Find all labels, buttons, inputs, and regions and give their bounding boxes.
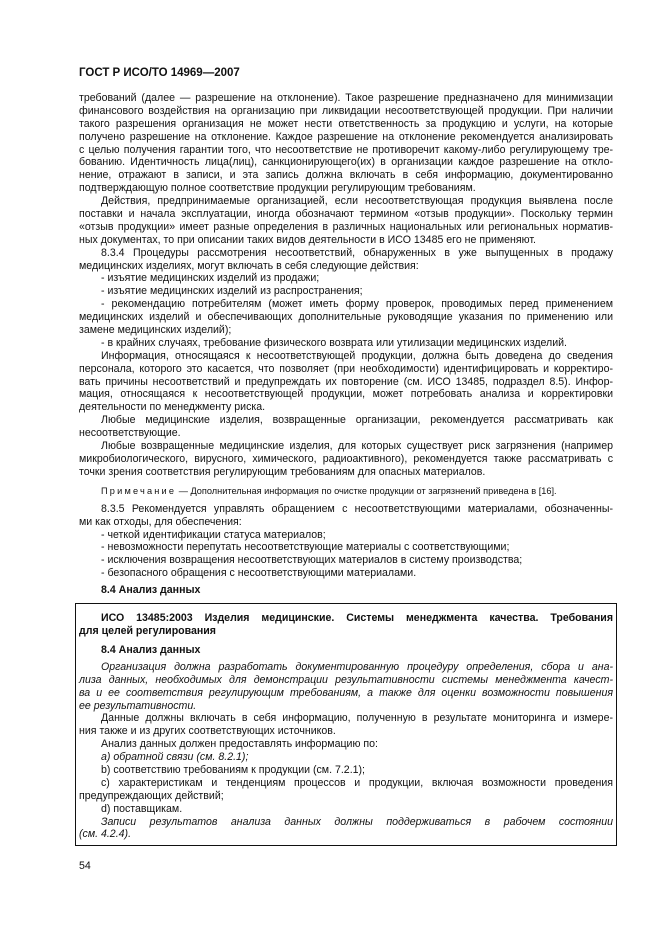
text-line: - четкой идентификации статуса материалов; <box>101 528 326 541</box>
box-title <box>79 612 613 638</box>
text-line: ния также и из других соответствующих источников. <box>79 725 336 738</box>
text-line: Любые медицинские изделия, возвращенные организации, рекомендуется рассматривать как <box>101 414 613 427</box>
text-line: ее результативности. <box>79 699 197 712</box>
note-label: Примечание <box>101 485 177 496</box>
text-line: Данные должны включать в себя информацию, полученную в результате мониторинга и измере- <box>101 712 613 725</box>
text-line: с целью получения гарантии того, что несоответствие не противоречит какому-либо регулирующему тре- <box>79 143 613 156</box>
paragraph <box>79 777 613 803</box>
text-line: Любые возвращенные медицинские изделия, для которых существует риск загрязнения (например <box>101 440 613 453</box>
document-body <box>79 92 613 873</box>
paragraph <box>79 529 613 542</box>
text-line: - в крайних случаях, требование физического возврата или утилизации медицинских изделий. <box>101 336 567 349</box>
text-line: Записи результатов анализа данных должны поддерживаться в рабочем состоянии <box>101 815 613 828</box>
paragraph <box>79 803 613 816</box>
text-line: поставки и начала эксплуатации, иногда обозначают термином «отзыв продукции». Поскольку термин <box>79 208 613 221</box>
text-line: медицинских изделиях, могут включать в себя следующие действия: <box>79 259 419 272</box>
text-line: ми как отходы, для обеспечения: <box>79 515 242 528</box>
text-line: подтверждающую полное соответствие продукции регулирующим требованиям. <box>79 182 476 195</box>
text-line: 8.3.4 Процедуры рассмотрения несоответствий, обнаруженных в уже выпущенных в продажу <box>101 246 613 259</box>
text-line: лиза данных, необходимых для демонстрации результативности системы менеджмента качест- <box>79 673 613 686</box>
text-line: Анализ данных должен предоставлять информацию по: <box>101 738 378 751</box>
text-line: Действия, предпринимаемые организацией, если несоответствующая продукция выявлена после <box>101 195 613 208</box>
text-line: точки зрения соответствия регулирующим требованиям для опасных материалов. <box>79 465 486 478</box>
paragraph <box>79 567 613 580</box>
paragraph <box>79 414 613 440</box>
text-line: - исключения возвращения несоответствующих материалов в систему производства; <box>101 554 523 567</box>
text-line: Организация должна разработать документированную процедуру определения, сбора и ана- <box>101 660 613 673</box>
text-line: вать причины несоответствий и предупреждать их повторение (см. ИСО 13485, подраздел 8.5). Инфор- <box>79 375 613 388</box>
text-line: требований (далее — разрешение на отклонение). Такое разрешение предназначено для минимизации <box>79 92 613 104</box>
text-line: c) характеристикам и тенденциям процессов и продукции, включая возможности проведения <box>101 776 613 789</box>
text-line: нение, отражают в записи, и эта запись должна включать в себя информацию, документированно <box>79 169 613 182</box>
paragraph <box>79 285 613 298</box>
text-line: 8.3.5 Рекомендуется управлять обращением с несоответствующими материалами, обозначенны- <box>101 502 613 515</box>
paragraph <box>79 764 613 777</box>
paragraph <box>79 554 613 567</box>
text-line: замене медицинских изделий); <box>79 324 232 337</box>
paragraph <box>79 816 613 842</box>
text-line: деятельности по менеджменту риска. <box>79 401 266 414</box>
paragraph <box>79 751 613 764</box>
text-line: ных документах, то при описании таких видов деятельности в ИСО 13485 его не применяют. <box>79 233 536 246</box>
section-heading: 8.4 Анализ данных <box>101 584 201 597</box>
text-section-8-3-3 <box>79 92 613 479</box>
paragraph <box>79 440 613 479</box>
paragraph <box>79 92 613 195</box>
text-line: медицинских изделий и обеспечивающих дополнительные руководящие указания по применению или <box>79 311 613 324</box>
text-line: персонала, которого это касается, что позволяет (при необходимости) идентифицировать и корректиро- <box>79 362 613 375</box>
box-body <box>79 661 613 841</box>
text-line: - невозможности перепутать несоответствующие материалы с соответствующими; <box>101 541 510 554</box>
text-line: несоответствующие. <box>79 427 181 440</box>
text-line: «отзыв продукции» имеет разные определения в различных национальных или региональных норматив- <box>79 220 613 233</box>
text-line: микробиологического, вирусного, химического, радиоактивного), рекомендуется также рассматривать с <box>79 452 613 465</box>
box-title-line: ИСО 13485:2003 Изделия медицинские. Системы менеджмента качества. Требования <box>101 612 613 625</box>
text-line: - изъятие медицинских изделий из распространения; <box>101 285 363 298</box>
box-heading: 8.4 Анализ данных <box>101 643 201 656</box>
document-header: ГОСТ Р ИСО/ТО 14969—2007 <box>79 67 240 79</box>
text-line: бованию. Идентичность лица(лиц), санкционирующего(их) в организации каждое разрешение на откло- <box>79 156 613 169</box>
note-text: — Дополнительная информация по очистке продукции от загрязнений приведена в [16]. <box>176 485 557 496</box>
paragraph <box>79 337 613 350</box>
text-line: b) соответствию требованиям к продукции (см. 7.2.1); <box>101 763 366 776</box>
text-line: (см. 4.2.4). <box>79 828 132 841</box>
box-title-line: для целей регулирования <box>79 624 216 637</box>
text-line: Информация, относящаяся к несоответствующей продукции, должна быть доведена до сведения <box>101 349 613 362</box>
paragraph <box>79 503 613 529</box>
paragraph <box>79 247 613 273</box>
text-line: - изъятие медицинских изделий из продажи; <box>101 272 320 285</box>
paragraph <box>79 738 613 751</box>
text-line: такого разрешения организация не может нести ответственность за продукцию и услуги, на которые <box>79 117 613 130</box>
text-line: финансового воздействия на организацию при ликвидации несоответствующей продукции. При наличии <box>79 104 613 117</box>
note <box>79 485 613 497</box>
text-line: - рекомендацию потребителям (может иметь форму проверок, проводимых перед применением <box>101 298 613 311</box>
paragraph <box>79 712 613 738</box>
paragraph <box>79 541 613 554</box>
text-line: предупреждающих действий; <box>79 789 224 802</box>
text-line: d) поставщикам. <box>101 802 183 815</box>
text-line: ва и ее соответствия регулирующим требованиям, а также для оценки возможности повышения <box>79 686 613 699</box>
paragraph <box>79 350 613 414</box>
paragraph <box>79 195 613 247</box>
text-line: a) обратной связи (см. 8.2.1); <box>101 751 249 764</box>
quoted-standard-box <box>75 603 617 846</box>
page-number: 54 <box>79 860 91 873</box>
text-section-8-3-5 <box>79 503 613 580</box>
text-line: получено разрешение на отклонение. Каждое разрешение на отклонение рекомендуется анализировать <box>79 130 613 143</box>
paragraph <box>79 272 613 285</box>
paragraph <box>79 661 613 713</box>
paragraph <box>79 298 613 337</box>
text-line: - безопасного обращения с несоответствующими материалами. <box>101 567 417 580</box>
text-line: мация, относящаяся к несоответствующей продукции, может потребовать анализа и корректировки <box>79 388 613 401</box>
